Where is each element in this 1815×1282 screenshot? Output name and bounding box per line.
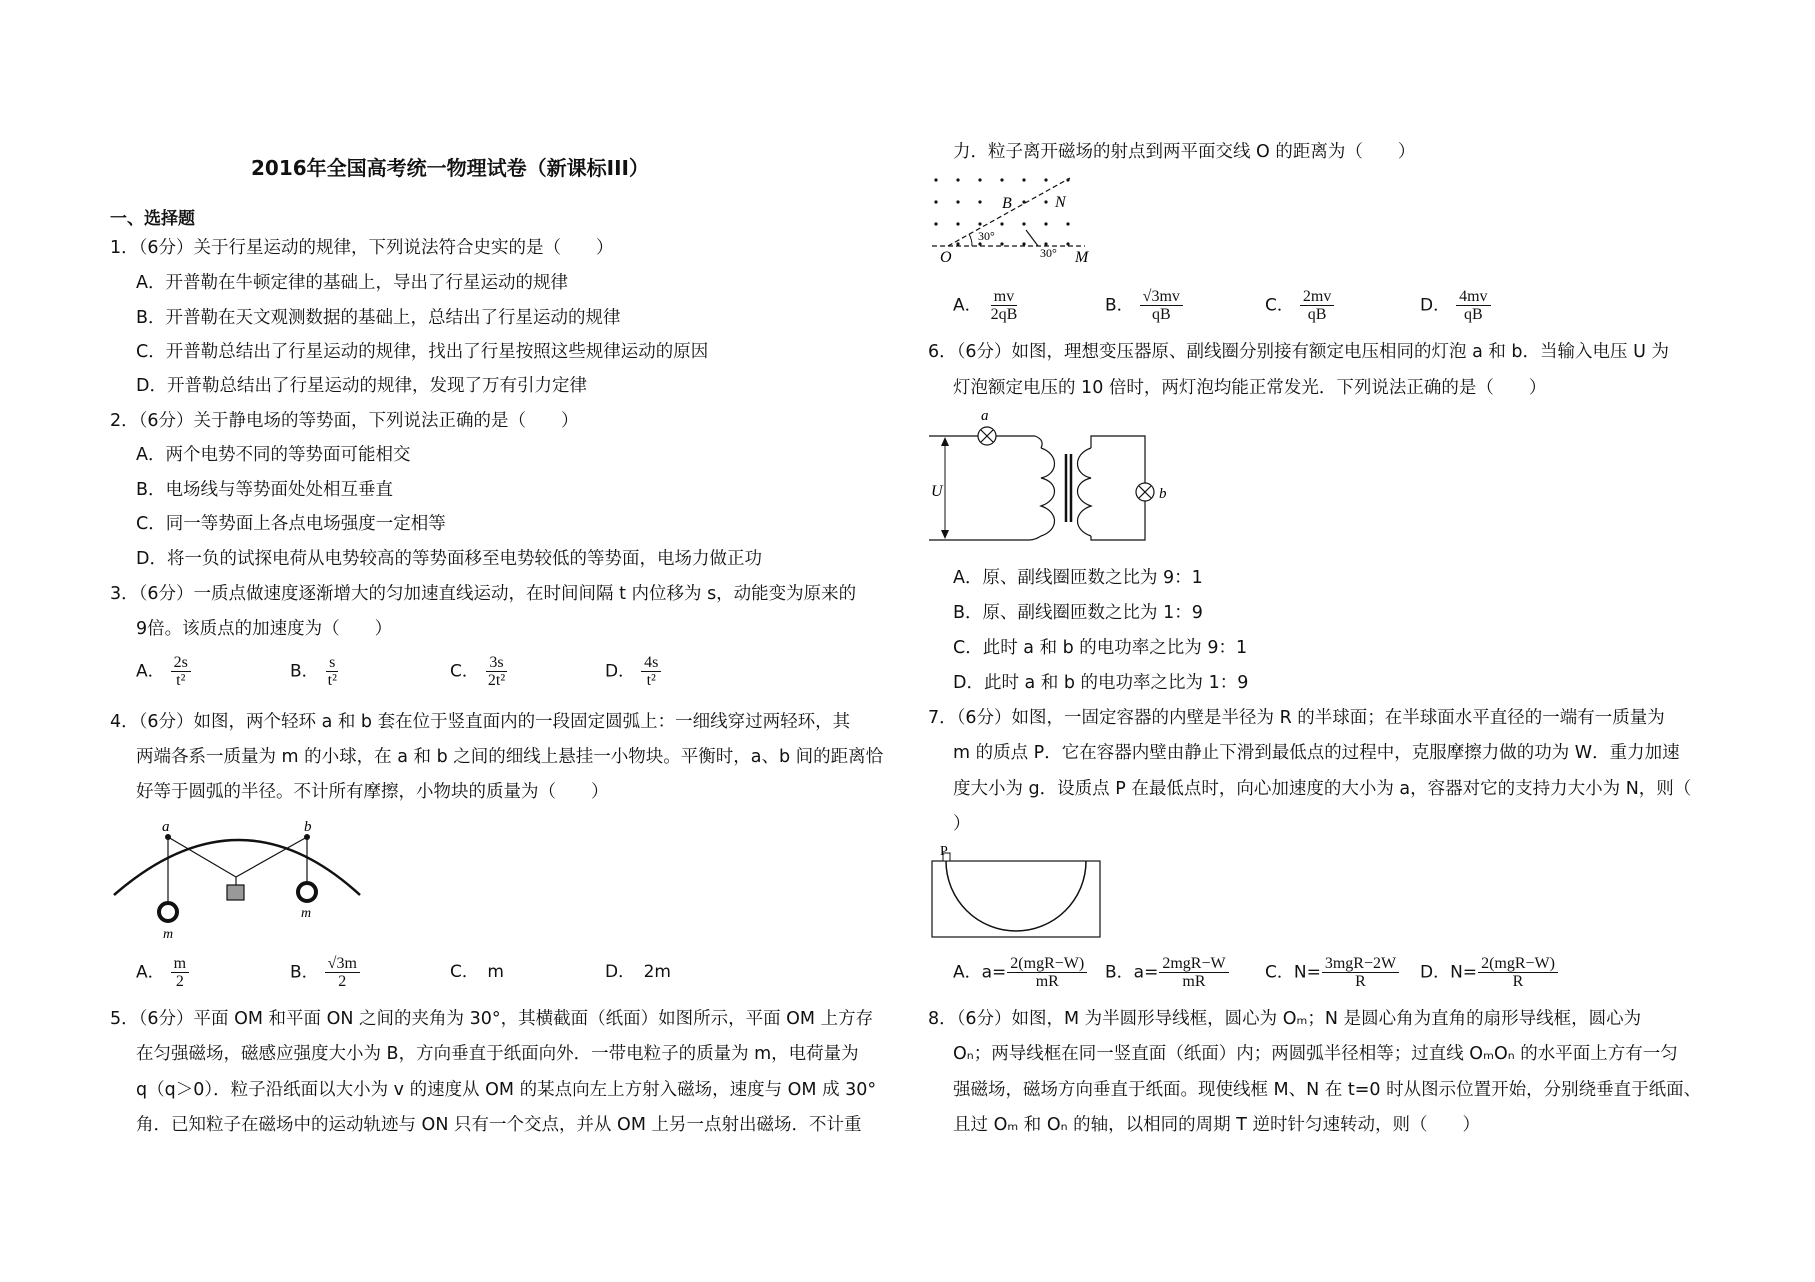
q5-angle-label-o: 30° [978,229,995,243]
q5-label-B: B [1002,195,1012,212]
q2-option-d: D．将一负的试探电荷从电势较高的等势面移至电势较低的等势面，电场力做正功 [136,549,762,569]
q6-option-a: A．原、副线圈匝数之比为 9：1 [953,568,1203,588]
q4-label-a: a [162,819,170,835]
q5-plane-on [948,178,1070,246]
q2-option-c: C．同一等势面上各点电场强度一定相等 [136,514,446,534]
q4-option-b: B． $\frac{√3m}{2}$ [290,955,360,990]
q4-ball-left [159,903,177,921]
q1-option-a: A．开普勒在牛顿定律的基础上，导出了行星运动的规律 [136,273,568,293]
q4-arc-figure [110,815,370,940]
q8-stem-line3: 强磁场，磁场方向垂直于纸面。现使线框 M、N 在 t=0 时从图示位置开始，分别绕垂直于纸面、 [953,1080,1702,1100]
q4-label-m-left: m [163,927,174,940]
q7-stem-line4: ） [953,814,971,834]
q7-stem-line2: m 的质点 P．它在容器内壁由静止下滑到最低点的过程中，克服摩擦力做的功为 W．重力加速 [953,743,1680,763]
q4-label-m-right: m [301,906,312,921]
q2-option-b: B．电场线与等势面处处相互垂直 [136,480,394,500]
q2-stem: 2．（6分）关于静电场的等势面，下列说法正确的是（ ） [110,411,579,431]
q5-option-b: B． $\frac{√3mv}{qB}$ [1105,288,1183,323]
q6-label-a: a [981,408,989,424]
q4-option-a: A． $\frac{m}{2}$ [136,955,189,990]
q3-stem-line2: 9倍。该质点的加速度为（ ） [136,619,393,639]
q5-stem-line3: q（q＞0）．粒子沿纸面以大小为 v 的速度从 OM 的某点向左上方射入磁场，速度与 OM 成 30° [136,1080,877,1100]
q4-option-c: C． m [450,962,504,982]
q7-container-figure [930,845,1105,940]
q6-option-b: B．原、副线圈匝数之比为 1：9 [953,603,1203,623]
q6-stem-line2: 灯泡额定电压的 10 倍时，两灯泡均能正常发光．下列说法正确的是（ ） [953,378,1547,398]
exam-title: 2016年全国高考统一物理试卷（新课标III） [251,156,649,180]
q7-option-b: B．a= $\frac{\text{2mgR−W}}{mR}$ [1105,955,1229,990]
q6-wire-primary-top [996,436,1042,448]
q6-label-U: U [931,483,943,500]
q6-voltage-arrow-head-top [941,437,949,446]
q5-option-c: C． $\frac{2mv}{qB}$ [1265,288,1334,323]
q5-magnetic-field-figure [930,172,1100,264]
q5-stem-line5: 力．粒子离开磁场的射点到两平面交线 O 的距离为（ ） [953,142,1416,162]
q6-voltage-arrow-head-bottom [941,530,949,539]
q4-small-block [227,885,244,900]
q4-stem-line2: 两端各系一质量为 m 的小球，在 a 和 b 之间的细线上悬挂一小物块。平衡时，a、b 间的距离恰 [136,747,884,767]
q1-option-c: C．开普勒总结出了行星运动的规律，找出了行星按照这些规律运动的原因 [136,342,709,362]
q6-option-c: C．此时 a 和 b 的电功率之比为 9：1 [953,638,1248,658]
q3-option-a: A． $\frac{2s}{\text{t²}}$ [136,654,191,689]
q6-label-b: b [1159,486,1167,502]
q4-stem-line1: 4．（6分）如图，两个轻环 a 和 b 套在位于竖直面内的一段固定圆弧上：一细线穿过两轻环，其 [110,712,851,732]
q5-label-O: O [940,249,952,264]
q8-stem-line4: 且过 Oₘ 和 Oₙ 的轴，以相同的周期 T 逆时针匀速转动，则（ ） [953,1115,1480,1135]
q5-field-dots [934,178,1069,245]
q7-stem-line3: 度大小为 g．设质点 P 在最低点时，向心加速度的大小为 a，容器对它的支持力大小为 N，则（ [953,779,1692,799]
q5-option-a: A． $\frac{mv}{2qB}$ [953,288,1018,323]
q7-stem-line1: 7．（6分）如图，一固定容器的内壁是半径为 R 的半球面；在半球面水平直径的一端有一质量为 [928,708,1665,728]
section-heading: 一、选择题 [110,209,195,229]
q6-secondary-coil [1078,448,1092,536]
q6-wire-secondary-bottom [1091,501,1145,540]
q7-option-c: C．N= $\frac{\text{3mgR−2W}}{R}$ [1265,955,1399,990]
q3-option-b: B． $\frac{s}{\text{t²}}$ [290,654,337,689]
q2-option-a: A．两个电势不同的等势面可能相交 [136,445,411,465]
q7-option-d: D．N= $\frac{\text{2(mgR−W)}}{R}$ [1420,955,1558,990]
q3-option-d: D． $\frac{4s}{\text{t²}}$ [605,654,661,689]
q6-wire-secondary-top [1091,436,1145,483]
q5-stem-line1: 5．（6分）平面 OM 和平面 ON 之间的夹角为 30°，其横截面（纸面）如图所示，平面 OM 上方存 [110,1009,874,1029]
q8-stem-line2: Oₙ；两导线框在同一竖直面（纸面）内；两圆弧半径相等；过直线 OₘOₙ 的水平面上方有一匀 [953,1044,1678,1064]
q8-stem-line1: 8．（6分）如图，M 为半圆形导线框，圆心为 Oₘ；N 是圆心角为直角的扇形导线框，圆心为 [928,1009,1642,1029]
q7-hemisphere-surface [946,861,1086,931]
q7-option-a: A．a= $\frac{\text{2(mgR−W)}}{mR}$ [953,955,1087,990]
q4-string-mid-left [168,837,236,877]
q5-label-N: N [1055,194,1066,211]
q3-stem-line1: 3．（6分）一质点做速度逐渐增大的匀加速直线运动，在时间间隔 t 内位移为 s，动能变为原来的 [110,584,857,604]
q5-label-M: M [1075,249,1089,264]
q6-option-d: D．此时 a 和 b 的电功率之比为 1：9 [953,673,1249,693]
q3-option-c: C． $\frac{3s}{\text{2t²}}$ [450,654,506,689]
q5-stem-line4: 角．已知粒子在磁场中的运动轨迹与 ON 只有一个交点，并从 OM 上另一点射出磁场．不计重 [136,1115,862,1135]
q5-angle-label-v: 30° [1040,246,1057,260]
q4-option-d: D． 2m [605,962,671,982]
q7-label-P: P [940,845,948,859]
q1-option-b: B．开普勒在天文观测数据的基础上，总结出了行星运动的规律 [136,308,621,328]
q5-option-d: D． $\frac{4mv}{qB}$ [1420,288,1491,323]
q1-option-d: D．开普勒总结出了行星运动的规律，发现了万有引力定律 [136,376,587,396]
q6-primary-coil [1041,448,1055,536]
q6-transformer-figure [925,408,1175,548]
q4-ball-right [298,883,316,901]
q5-angle-arc-o [969,234,972,246]
q4-label-b: b [304,819,312,835]
q4-stem-line3: 好等于圆弧的半径。不计所有摩擦，小物块的质量为（ ） [136,782,609,802]
q5-stem-line2: 在匀强磁场，磁感应强度大小为 B，方向垂直于纸面向外．一带电粒子的质量为 m，电荷量为 [136,1044,859,1064]
q5-velocity-vector [1026,230,1038,246]
q6-stem-line1: 6．（6分）如图，理想变压器原、副线圈分别接有额定电压相同的灯泡 a 和 b．当输入电压 U 为 [928,342,1669,362]
q1-stem: 1．（6分）关于行星运动的规律，下列说法符合史实的是（ ） [110,238,614,258]
